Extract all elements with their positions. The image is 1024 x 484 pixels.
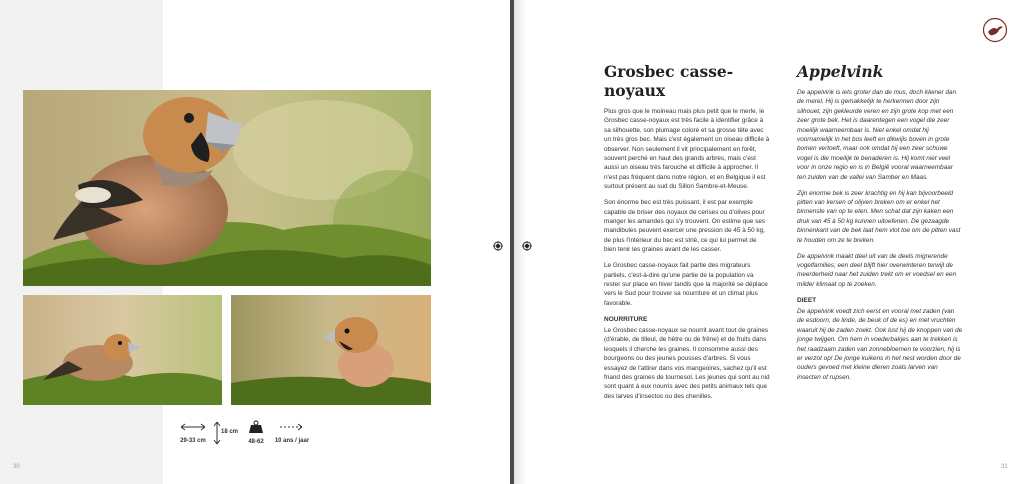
age-value: 10 ans / jaar (274, 438, 310, 444)
french-subheading: NOURRITURE (604, 315, 648, 323)
dutch-subheading: DIEET (797, 296, 817, 304)
hawfinch-photo-small-1 (23, 295, 222, 405)
right-page-number: 31 (1001, 464, 1008, 470)
dutch-title: Appelvink (797, 62, 884, 81)
length-measure (178, 420, 208, 448)
horizontal-arrow-icon (178, 421, 208, 433)
dutch-paragraph-3: De appelvink maakt deel uit van de deels migrerende vogelfamilies; een deel blijft hier overwinteren terwijl de meerderheid naar het zuiden trekt om er voedsel en een milder klimaat op te zoeken. (797, 252, 957, 288)
dotted-arrow-icon (274, 421, 310, 433)
weight-measure (245, 420, 267, 448)
dutch-column (797, 62, 963, 389)
age-measure (274, 420, 310, 448)
wingspan-value: 18 cm (221, 429, 239, 435)
dutch-paragraph-2: Zijn enorme bek is zeer krachtig en hij kan bijvoorbeeld pitten van kersen of olijven breken om er enkel het binnenste van op te eten. Men schat dat zijn kaken een druk van 45 à 50 kg kunnen uitoefenen. De gezaagde binnenkant van de bek laat hem vlot toe om de pitten vast te houden om ze te breken. (797, 189, 961, 244)
left-page-number: 30 (13, 464, 20, 470)
hawfinch-photo-small-2 (231, 295, 431, 405)
french-paragraph-4: Le Grosbec casse-noyaux se nourrit avant tout de graines (d'érable, de tilleul, de hêtre ou de frêne) et de fruits dans lesquels il cherche les graines. Il consomme aussi des bourgeons ou des jeunes pousses d'arbres. Si vous essayez de l'attirer dans vos mangeoires, sachez qu'il est friand des graines de tournesol. Les jeunes qui sont au nid sont quant à eux nourris avec des petits animaux tels que des larves d'insectos ou des chenilles. (604, 327, 770, 400)
french-title: Grosbec casse-noyaux (604, 62, 734, 100)
french-paragraph-2: Son énorme bec est très puissant, il est par exemple capable de briser des noyaux de cerises ou d'olives pour manger les amandes qui s'y trouvent. On estime que ses mandibules peuvent exercer une pression de 45 à 50 kg, de plus l'intérieur du bec est strié, ce qui lui permet de bien tenir les graines avant de les casser. (604, 199, 766, 254)
weight-value: 48-62 (248, 439, 264, 445)
wingspan-measure (212, 420, 242, 448)
french-column (604, 62, 770, 408)
dutch-paragraph-4: De appelvink voedt zich eerst en vooral met zaden (van de esdoorn, de linde, de beuk of de es) en met vruchten waaruit hij de zaden zoekt. Ook lust hij de knoppen van de jonge twijgen. Om hem in voederbakjes aan te trekken is het raadzaam zaden van zonnebloemen te voorzien, hij is er verzot op! De jonge kuikens in het nest worden door de ouders gevoed met kleine dieren zoals larven van insecten of rupsen. (797, 308, 963, 381)
spine-shadow (514, 0, 526, 484)
weight-icon (245, 420, 267, 434)
french-paragraph-1: Plus gros que le moineau mais plus petit que le merle, le Grosbec casse-noyaux est très facile à identifier grâce à sa silhouette, son plumage coloré et sa grosse tête avec un très gros bec. Mais c'est également un oiseau difficile à observer. Non seulement il vit principalement en forêt, souvent perché en haut des grands arbres, mais c'est aussi un oiseau très farouche et difficile à approcher. Il n'est pas fréquent dans notre région, et en Belgique il est surtout présent au sud du Sillon Sambre-et-Meuse. (604, 108, 770, 191)
bird-logo-icon (982, 17, 1008, 43)
main-hawfinch-photo (23, 90, 431, 286)
french-paragraph-3: Le Grosbec casse-noyaux fait partie des migrateurs partiels, c'est-à-dire qu'une partie de la population va rester sur place en hiver tandis que la majorité se déplace vers le Sud pour trouver sa nourriture et un climat plus favorable. (604, 262, 768, 307)
dutch-paragraph-1: De appelvink is iets groter dan de mus, doch kleiner dan de merel. Hij is gemakkelijk te herkennen door zijn silhouet, zijn gekleurde veren en zijn grote kop met een zeer grote bek. Het is daarentegen een vogel die zeer moeilijk waarneembaar is. Niet enkel omdat hij voornamelijk in het bos leeft en dikwijls boven in grote bomen vertoeft, maar ook omdat hij een zeer schuwe vogel is die moeilijk te benaderen is. Hij komt niet veel voor in onze regio en is in België vooral waarneembaar ten zuiden van de vallei van Samber en Maas. (797, 89, 957, 181)
registration-mark-icon (493, 238, 503, 248)
length-value: 29-33 cm (180, 438, 206, 444)
